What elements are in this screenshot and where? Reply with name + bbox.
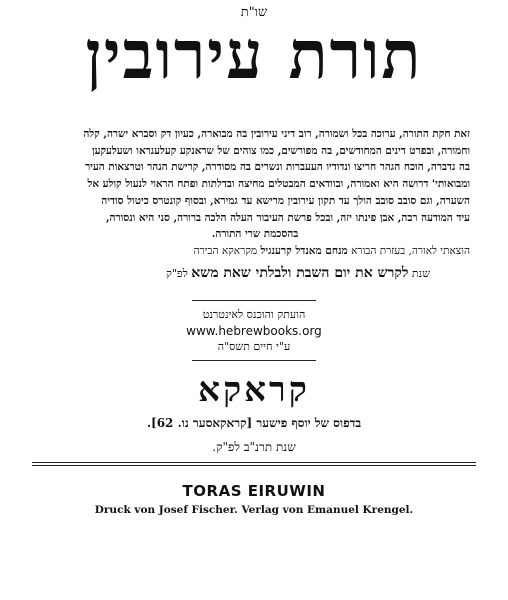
intro-line: זאת חקת התורה, ערוכה בכל ושמורה, רוב דיני עירובין בה מבוארה, כעיון דק וסברא ישרה, קלה (83, 128, 470, 140)
main-title: תורת עירובין (85, 16, 423, 95)
intro-line: וחמורה, ובפרט דינים המחודשים, בה מפורשים, כמו צוהים של שראנקע קעלענראו ושעלעקען (91, 144, 470, 157)
chronogram-line (40, 265, 470, 282)
intro-line: בהסכמת שרי התורה. (211, 228, 299, 241)
divider (192, 360, 316, 361)
author-name: מנחם מאנדל קרענגיל (260, 245, 348, 257)
chronogram-suffix: לפ"ק (165, 267, 188, 280)
hebrewbooks-note: הועתק והוכנס לאינטרנט (202, 308, 306, 321)
divider (192, 300, 316, 301)
author-prefix: הוצאתי לאורה, בעזרת הבורא (351, 245, 470, 257)
hebrewbooks-credit: ע"י חיים תשס"ה (217, 340, 291, 353)
intro-line: ומבואותי' דרושה היא ואמורה, ובוודאים המבטלים מחיצה ובדלתות ופתח הראוי לנעול קולע אל (87, 178, 470, 191)
chronogram-prefix: שנת (411, 267, 430, 280)
intro-line: עיד המודעה רבה, אבן פינתו יזה, ובכל פרשת העיבור העלה הלכה ברורה, סני היא ונסורה, (105, 211, 470, 224)
intro-paragraph (40, 126, 470, 243)
hebrewbooks-url: www.hebrewbooks.org (186, 324, 322, 338)
top-label: שו"ת (240, 5, 268, 20)
chronogram-text: לקרש את יום השבת ולבלתי שאת משא (191, 265, 409, 281)
latin-title: TORAS EIRUWIN (182, 482, 326, 500)
divider (32, 462, 476, 463)
author-suffix: מקראקא הבירה (193, 245, 258, 257)
intro-line: בה נדברה, הוכח הגהר חריצו ונדודיו העעברות ונשרים בה מסודרה, קרישת הנהר וטרצאות העיר (85, 161, 470, 174)
latin-imprint: Druck von Josef Fischer. Verlag von Emanuel Krengel. (94, 504, 414, 516)
city-name: קראקא (198, 370, 310, 410)
divider (32, 465, 476, 466)
intro-line: השערה, וגם סובב סובב הולך עד תקון עירובין מרישא עד גמירא, ובסוף קונטרס כיטול סודיה (101, 194, 470, 207)
year-line: שנת תרנ"ב לפ"ק. (212, 440, 296, 454)
printer-line: בדפוס של יוסף פישער [קראקאסער נו. 62]. (146, 416, 362, 430)
author-line (40, 245, 470, 257)
